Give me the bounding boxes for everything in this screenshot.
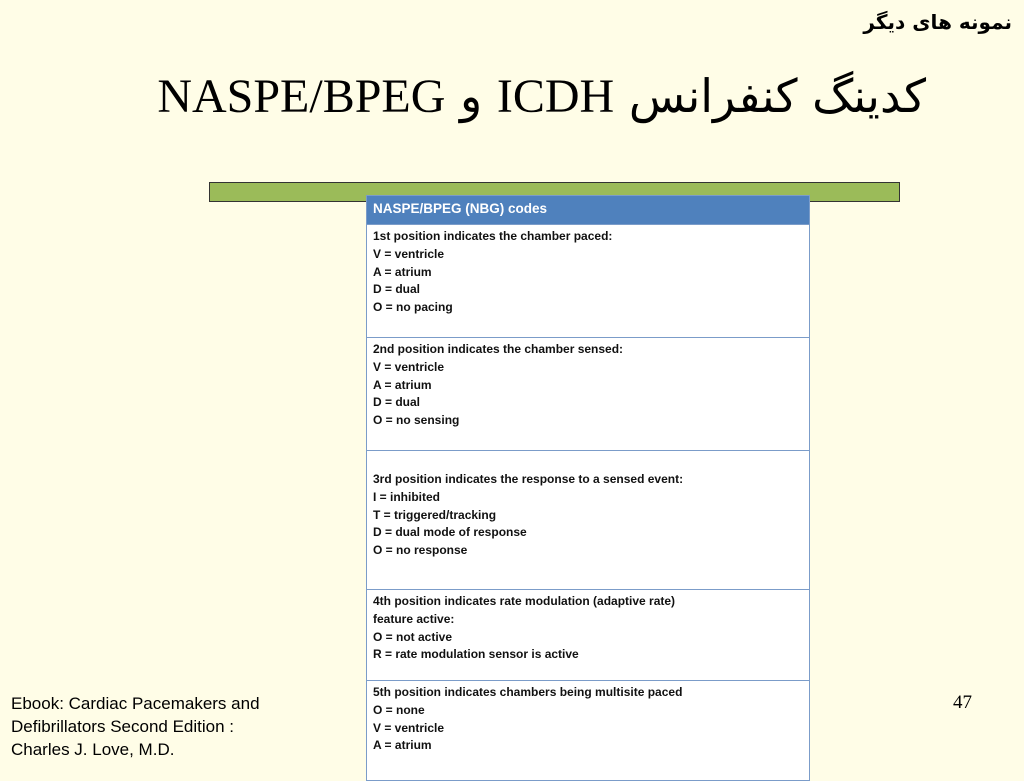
nbg-codes-table <box>366 195 810 781</box>
table-line: V = ventricle <box>373 359 445 374</box>
table-row-position-2 <box>367 337 809 450</box>
table-line: 4th position indicates rate modulation (adaptive rate) <box>373 594 676 608</box>
table-line: R = rate modulation sensor is active <box>373 647 579 662</box>
table-line: D = dual <box>373 395 421 410</box>
table-line: 5th position indicates chambers being multisite paced <box>373 685 683 699</box>
title-conjunction: و <box>460 69 483 123</box>
table-line: 2nd position indicates the chamber sensed: <box>373 342 624 356</box>
table-line: O = none <box>373 702 425 717</box>
table-line: feature active: <box>373 611 455 626</box>
source-citation <box>11 692 351 761</box>
slide-title <box>60 68 926 126</box>
table-line: O = not active <box>373 629 453 644</box>
table-header: NASPE/BPEG (NBG) codes <box>367 196 809 224</box>
table-line: V = ventricle <box>373 720 445 735</box>
page-number: 47 <box>953 692 972 713</box>
table-line: I = inhibited <box>373 489 441 504</box>
table-line: 1st position indicates the chamber paced: <box>373 229 613 243</box>
table-row-position-1 <box>367 224 809 337</box>
title-icdh: ICDH <box>496 70 615 123</box>
table-line: A = atrium <box>373 264 432 279</box>
table-line: O = no sensing <box>373 413 460 428</box>
table-row-position-4 <box>367 589 809 680</box>
table-line: A = atrium <box>373 377 432 392</box>
table-line: V = ventricle <box>373 246 445 261</box>
table-line: O = no response <box>373 543 468 558</box>
source-line: Ebook: Cardiac Pacemakers and <box>11 694 260 713</box>
source-line: Charles J. Love, M.D. <box>11 740 175 759</box>
table-line: A = atrium <box>373 738 432 753</box>
title-persian: کدینگ کنفرانس <box>628 69 926 123</box>
table-row-position-5 <box>367 680 809 780</box>
section-label: نمونه های دیگر <box>863 10 1012 34</box>
table-line: D = dual mode of response <box>373 525 527 540</box>
table-line: O = no pacing <box>373 300 453 315</box>
table-line: 3rd position indicates the response to a sensed event: <box>373 472 684 486</box>
table-line: D = dual <box>373 282 421 297</box>
source-line: Defibrillators Second Edition : <box>11 717 235 736</box>
table-line: T = triggered/tracking <box>373 507 497 522</box>
title-naspe: NASPE/BPEG <box>157 70 446 123</box>
table-row-position-3 <box>367 450 809 589</box>
